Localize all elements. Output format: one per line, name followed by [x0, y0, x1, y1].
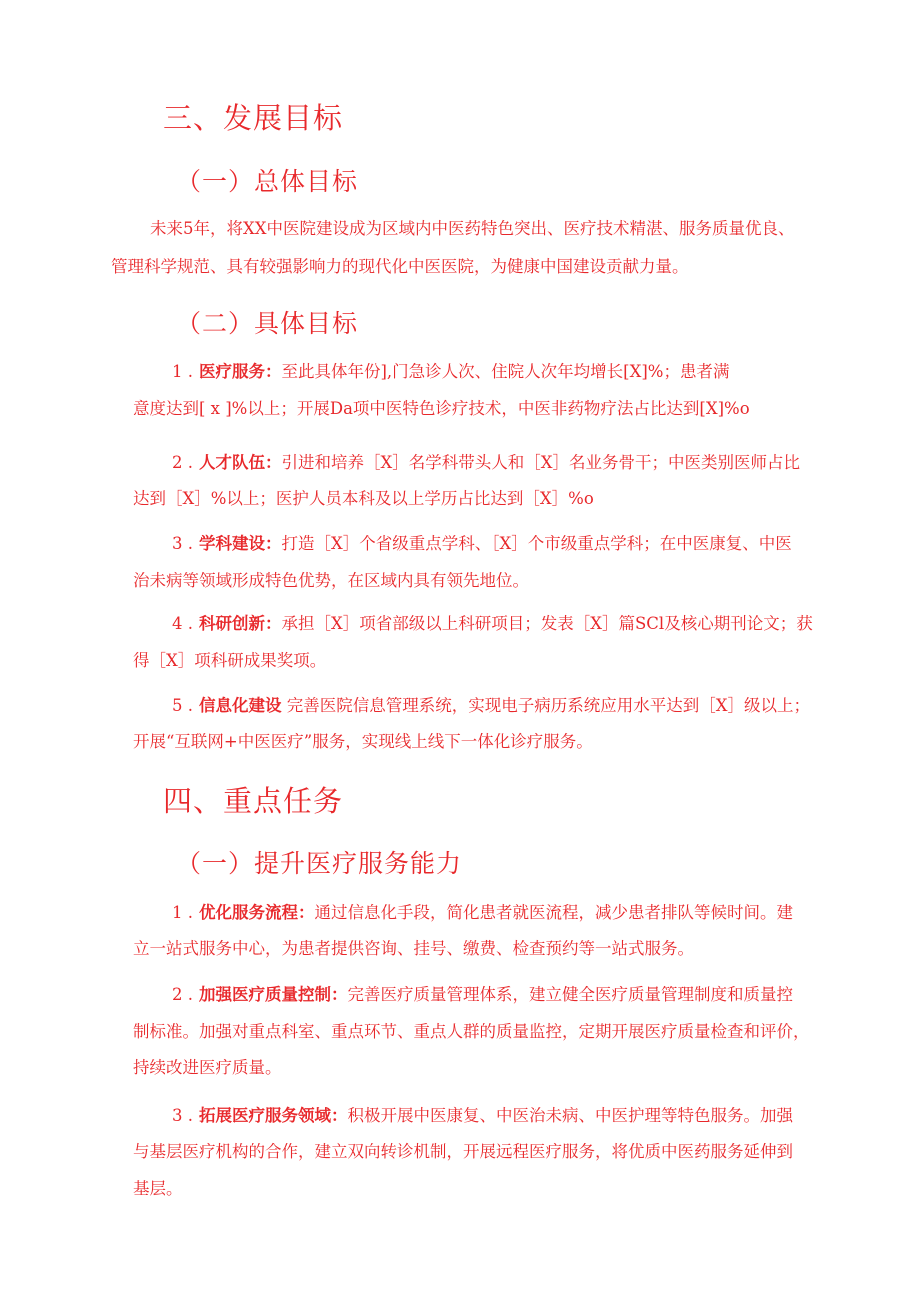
item-text: 通过信息化手段，简化患者就医流程，减少患者排队等候时间。建: [314, 903, 793, 922]
item-number: 2 .: [172, 453, 193, 472]
item-number: 2 .: [172, 985, 193, 1004]
goal-item-2-line-1: [172, 443, 800, 483]
item-label: 人才队伍：: [199, 453, 282, 472]
goal-item-5-line-1: [172, 686, 810, 726]
goal-item-3-line-1: [172, 524, 792, 564]
item-text: 承担［X］项省部级以上科研项目；发表［X］篇SCl及核心期刊论文；获: [281, 614, 813, 633]
task-item-1-line-2: 立一站式服务中心，为患者提供咨询、挂号、缴费、检查预约等一站式服务。: [133, 939, 694, 958]
item-number: 1 .: [172, 362, 193, 381]
item-label: 优化服务流程：: [199, 903, 315, 922]
overall-goals-line-1: 未来5年，将XX中医院建设成为区域内中医药特色突出、医疗技术精湛、服务质量优良、: [150, 219, 795, 238]
item-label: 科研创新：: [199, 614, 282, 633]
item-number: 1 .: [172, 903, 193, 922]
specific-goals-heading: （二）具体目标: [176, 309, 359, 338]
task-item-1-line-1: [172, 893, 793, 933]
item-label: 医疗服务：: [199, 362, 282, 381]
goal-item-2-line-2: 达到［X］%以上；医护人员本科及以上学历占比达到［X］%o: [133, 489, 594, 508]
item-text: 完善医疗质量管理体系，建立健全医疗质量管理制度和质量控: [347, 985, 793, 1004]
section-3-heading: 三、发展目标: [163, 101, 344, 135]
item-number: 3 .: [172, 534, 193, 553]
item-text: 引进和培养［X］名学科带头人和［X］名业务骨干；中医类别医师占比: [281, 453, 800, 472]
item-label: 信息化建设: [199, 696, 282, 715]
task-item-3-line-1: [172, 1096, 793, 1136]
goal-item-1-line-1: [172, 352, 729, 392]
overall-goals-heading: （一）总体目标: [176, 167, 359, 196]
task-subsection-1-heading: （一）提升医疗服务能力: [176, 849, 463, 878]
goal-item-4-line-1: [172, 604, 813, 644]
goal-item-1-line-2: 意度达到[ x ]%以上；开展Da项中医特色诊疗技术，中医非药物疗法占比达到[X]%o: [133, 399, 750, 418]
task-item-2-line-3: 持续改进医疗质量。: [133, 1058, 282, 1077]
item-number: 3 .: [172, 1106, 193, 1125]
item-text: 积极开展中医康复、中医治未病、中医护理等特色服务。加强: [347, 1106, 793, 1125]
goal-item-5-line-2: 开展“互联网+中医医疗”服务，实现线上线下一体化诊疗服务。: [133, 732, 593, 751]
goal-item-4-line-2: 得［X］项科研成果奖项。: [133, 651, 327, 670]
task-item-2-line-2: 制标准。加强对重点科室、重点环节、重点人群的质量监控，定期开展医疗质量检查和评价，: [133, 1022, 810, 1041]
item-text: 至此具体年份],门急诊人次、住院人次年均增长[X]%；患者满: [281, 362, 730, 381]
overall-goals-line-2: 管理科学规范、具有较强影响力的现代化中医医院，为健康中国建设贡献力量。: [111, 257, 689, 276]
item-label: 学科建设：: [199, 534, 282, 553]
item-number: 5 .: [172, 696, 193, 715]
task-item-2-line-1: [172, 975, 793, 1015]
section-4-heading: 四、重点任务: [163, 784, 344, 818]
task-item-3-line-2: 与基层医疗机构的合作，建立双向转诊机制，开展远程医疗服务，将优质中医药服务延伸到: [133, 1142, 793, 1161]
item-label: 拓展医疗服务领域：: [199, 1106, 348, 1125]
item-label: 加强医疗质量控制：: [199, 985, 348, 1004]
item-text: 打造［X］个省级重点学科、［X］个市级重点学科；在中医康复、中医: [281, 534, 792, 553]
task-item-3-line-3: 基层。: [133, 1179, 183, 1198]
item-text: 完善医院信息管理系统，实现电子病历系统应用水平达到［X］级以上；: [281, 696, 810, 715]
item-number: 4 .: [172, 614, 193, 633]
goal-item-3-line-2: 治未病等领域形成特色优势，在区域内具有领先地位。: [133, 571, 529, 590]
